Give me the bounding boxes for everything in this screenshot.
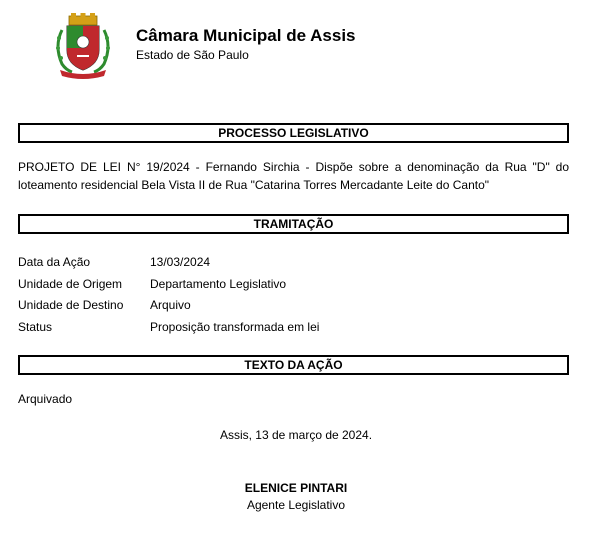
info-value: Proposição transformada em lei <box>150 319 320 334</box>
info-value: 13/03/2024 <box>150 255 211 269</box>
section-title-tramitacao: TRAMITAÇÃO <box>18 214 569 234</box>
org-state: Estado de São Paulo <box>136 48 249 62</box>
coat-of-arms-icon <box>52 12 114 80</box>
info-row-date <box>18 253 569 275</box>
info-label: Data da Ação <box>18 255 91 269</box>
info-value: Departamento Legislativo <box>150 276 287 291</box>
project-description: PROJETO DE LEI N° 19/2024 - Fernando Sirchia - Dispõe sobre a denominação da Rua "D" do loteamento residencial Bela Vista II de Rua "Catarina Torres Mercadante Leite do Canto" <box>18 160 569 192</box>
org-name: Câmara Municipal de Assis <box>136 26 356 45</box>
section-title-processo: PROCESSO LEGISLATIVO <box>18 123 569 143</box>
signer-name: ELENICE PINTARI <box>244 481 348 495</box>
section-title-texto-acao: TEXTO DA AÇÃO <box>18 355 569 375</box>
info-value: Arquivo <box>150 298 191 312</box>
place-date: Assis, 13 de março de 2024. <box>219 428 373 442</box>
info-row-origin <box>18 275 569 297</box>
signer-role: Agente Legislativo <box>246 498 346 512</box>
document-header <box>52 12 552 84</box>
tramitacao-table <box>18 253 569 339</box>
action-text: Arquivado <box>18 392 73 406</box>
info-row-status <box>18 318 569 340</box>
info-row-destination <box>18 296 569 318</box>
info-label: Status <box>18 319 53 334</box>
info-label: Unidade de Destino <box>18 298 124 312</box>
info-label: Unidade de Origem <box>18 276 123 291</box>
